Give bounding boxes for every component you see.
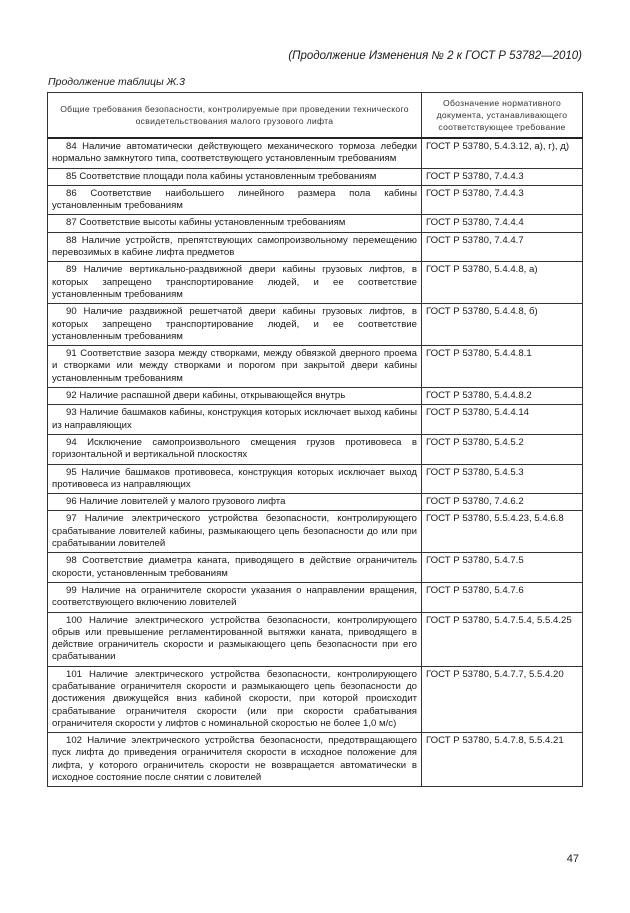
requirement-text: 101 Наличие электрического устройства безопасности, контролирующего срабатывание ограничителя скорости и размыкающего цепь безопасности до достижения движущейся вниз кабиной скорости, при которой происходит срабатывание ограничителя скорости (или при скорости срабатывания ограничителя скорости у лифтов с номинальной скоростью не более 1,0 м/с) xyxy=(48,666,422,732)
table-row xyxy=(48,405,583,435)
table-row xyxy=(48,232,583,262)
column-header-document: Обозначение нормативного документа, устанавливающего соответствующее требование xyxy=(422,93,583,139)
requirement-text: 99 Наличие на ограничителе скорости указания о направлении вращения, соответствующего включению ловителей xyxy=(48,582,422,612)
requirements-table xyxy=(47,92,583,787)
table-row xyxy=(48,582,583,612)
requirement-text: 87 Соответствие высоты кабины установленным требованиям xyxy=(48,215,422,232)
document-reference: ГОСТ Р 53780, 5.4.5.3 xyxy=(422,464,583,494)
document-reference: ГОСТ Р 53780, 5.5.4.23, 5.4.6.8 xyxy=(422,511,583,553)
table-row xyxy=(48,434,583,464)
document-reference: ГОСТ Р 53780, 5.4.4.8.1 xyxy=(422,346,583,388)
table-row xyxy=(48,346,583,388)
table-row xyxy=(48,511,583,553)
table-row xyxy=(48,553,583,583)
requirement-text: 84 Наличие автоматически действующего механического тормоза лебедки нормально замкнутого типа, соответствующего установленным требованиям xyxy=(48,138,422,168)
document-reference: ГОСТ Р 53780, 7.4.4.7 xyxy=(422,232,583,262)
requirement-text: 94 Исключение самопроизвольного смещения грузов противовеса в горизонтальной и вертикальной плоскостях xyxy=(48,434,422,464)
table-row xyxy=(48,168,583,185)
column-header-requirements: Общие требования безопасности, контролируемые при проведении технического освидетельствования малого грузового лифта xyxy=(48,93,422,139)
table-row xyxy=(48,464,583,494)
requirement-text: 93 Наличие башмаков кабины, конструкция которых исключает выход кабины из направляющих xyxy=(48,405,422,435)
table-row xyxy=(48,733,583,787)
table-row xyxy=(48,494,583,511)
table-row xyxy=(48,304,583,346)
document-reference: ГОСТ Р 53780, 7.4.4.3 xyxy=(422,185,583,215)
requirement-text: 86 Соответствие наибольшего линейного размера пола кабины установленным требованиям xyxy=(48,185,422,215)
requirement-text: 91 Соответствие зазора между створками, между обвязкой дверного проема и створками или между створками и порогом при закрытой двери кабины установленным требованиям xyxy=(48,346,422,388)
document-reference: ГОСТ Р 53780, 5.4.7.8, 5.5.4.21 xyxy=(422,733,583,787)
requirement-text: 88 Наличие устройств, препятствующих самопроизвольному перемещению перевозимых в кабине лифта предметов xyxy=(48,232,422,262)
requirement-text: 96 Наличие ловителей у малого грузового лифта xyxy=(48,494,422,511)
requirement-text: 90 Наличие раздвижной решетчатой двери кабины грузовых лифтов, в которых запрещено транспортирование людей, и ее соответствие установленным требованиям xyxy=(48,304,422,346)
table-caption: Продолжение таблицы Ж.3 xyxy=(48,76,185,88)
document-reference: ГОСТ Р 53780, 5.4.7.5.4, 5.5.4.25 xyxy=(422,612,583,666)
document-reference: ГОСТ Р 53780, 7.4.4.4 xyxy=(422,215,583,232)
requirement-text: 95 Наличие башмаков противовеса, конструкция которых исключает выход противовеса из направляющих xyxy=(48,464,422,494)
table-body xyxy=(48,138,583,787)
continuation-note: (Продолжение Изменения № 2 к ГОСТ Р 53782—2010) xyxy=(288,50,582,62)
document-reference: ГОСТ Р 53780, 5.4.4.14 xyxy=(422,405,583,435)
document-reference: ГОСТ Р 53780, 7.4.4.3 xyxy=(422,168,583,185)
document-reference: ГОСТ Р 53780, 5.4.3.12, а), г), д) xyxy=(422,138,583,168)
table-row xyxy=(48,138,583,168)
requirement-text: 100 Наличие электрического устройства безопасности, контролирующего обрыв или превышение регламентированной вытяжки каната, приводящего в действие ограничитель скорости и размыкающего цепь безопасности при его срабатывании xyxy=(48,612,422,666)
document-reference: ГОСТ Р 53780, 7.4.6.2 xyxy=(422,494,583,511)
document-reference: ГОСТ Р 53780, 5.4.7.7, 5.5.4.20 xyxy=(422,666,583,732)
table-row xyxy=(48,262,583,304)
requirement-text: 98 Соответствие диаметра каната, приводящего в действие ограничитель скорости, установленным требованиям xyxy=(48,553,422,583)
document-reference: ГОСТ Р 53780, 5.4.7.6 xyxy=(422,582,583,612)
requirement-text: 97 Наличие электрического устройства безопасности, контролирующего срабатывание ловителей кабины, размыкающего цепь безопасности до или при срабатывании ловителей xyxy=(48,511,422,553)
document-reference: ГОСТ Р 53780, 5.4.5.2 xyxy=(422,434,583,464)
document-reference: ГОСТ Р 53780, 5.4.4.8, б) xyxy=(422,304,583,346)
table-row xyxy=(48,185,583,215)
document-reference: ГОСТ Р 53780, 5.4.7.5 xyxy=(422,553,583,583)
document-reference: ГОСТ Р 53780, 5.4.4.8.2 xyxy=(422,388,583,405)
table-row xyxy=(48,215,583,232)
requirement-text: 102 Наличие электрического устройства безопасности, предотвращающего пуск лифта до приведения ограничителя скорости в исходное положение для лифта, у которого ограничитель скорости не возвращается автоматически в исходное состояние после снятии с ловителей xyxy=(48,733,422,787)
document-reference: ГОСТ Р 53780, 5.4.4.8, а) xyxy=(422,262,583,304)
page-number: 47 xyxy=(566,853,579,865)
table-row xyxy=(48,612,583,666)
table-header-row xyxy=(48,93,583,139)
requirement-text: 92 Наличие распашной двери кабины, открывающейся внутрь xyxy=(48,388,422,405)
table-row xyxy=(48,388,583,405)
requirement-text: 85 Соответствие площади пола кабины установленным требованиям xyxy=(48,168,422,185)
requirement-text: 89 Наличие вертикально-раздвижной двери кабины грузовых лифтов, в которых запрещено транспортирование людей, и ее соответствие установленным требованиям xyxy=(48,262,422,304)
table-row xyxy=(48,666,583,732)
